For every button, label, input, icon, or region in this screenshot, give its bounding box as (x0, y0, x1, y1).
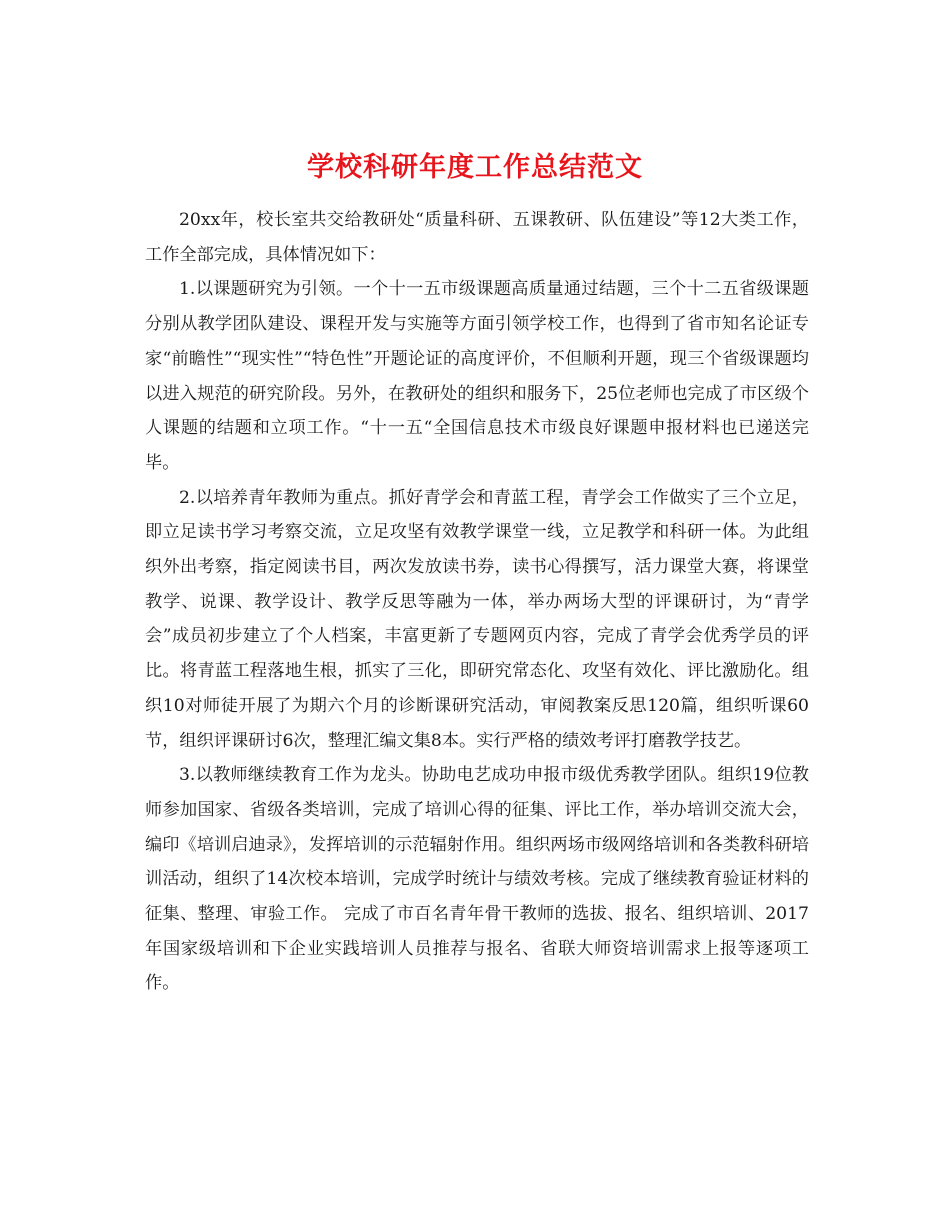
paragraph-intro: 20xx年，校长室共交给教研处“质量科研、五课教研、队伍建设”等12大类工作，工作全部完成，具体情况如下： (145, 210, 809, 265)
paragraph-young-teachers: 2.以培养青年教师为重点。抓好青学会和青蓝工程，青学会工作做实了三个立足，即立足读书学习考察交流，立足攻坚有效教学课堂一线，立足教学和科研一体。为此组织外出考察，指定阅读书目，两次发放读书券，读书心得撰写，活力课堂大赛，将课堂教学、说课、教学设计、教学反思等融为一体，举办两场大型的评课研讨，为“青学会”成员初步建立了个人档案，丰富更新了专题网页内容，完成了青学会优秀学员的评比。将青蓝工程落地生根，抓实了三化，即研究常态化、攻坚有效化、评比激励化。组织10对师徒开展了为期六个月的诊断课研究活动，审阅教案反思120篇，组织听课60节，组织评课研讨6次，整理汇编文集8本。实行严格的绩效考评打磨教学技艺。 (145, 487, 809, 751)
paragraph-research: 1.以课题研究为引领。一个十一五市级课题高质量通过结题，三个十二五省级课题分别从教学团队建设、课程开发与实施等方面引领学校工作，也得到了省市知名论证专家“前瞻性”“现实性”“特色性”开题论证的高度评价，不但顺利开题，现三个省级课题均以进入规范的研究阶段。另外，在教研处的组织和服务下，25位老师也完成了市区级个人课题的结题和立项工作。“十一五“全国信息技术市级良好课题申报材料也已递送完毕。 (145, 279, 809, 473)
document-body (145, 203, 809, 1001)
paragraph-continuing-education: 3.以教师继续教育工作为龙头。协助电艺成功申报市级优秀教学团队。组织19位教师参加国家、省级各类培训，完成了培训心得的征集、评比工作，举办培训交流大会，编印《培训启迪录》，发挥培训的示范辐射作用。组织两场市级网络培训和各类教科研培训活动，组织了14次校本培训，完成学时统计与绩效考核。完成了继续教育验证材料的征集、整理、审验工作。 完成了市百名青年骨干教师的选拔、报名、组织培训、2017年国家级培训和下企业实践培训人员推荐与报名、省联大师资培训需求上报等逐项工作。 (145, 765, 809, 994)
document-title: 学校科研年度工作总结范文 (307, 152, 643, 184)
